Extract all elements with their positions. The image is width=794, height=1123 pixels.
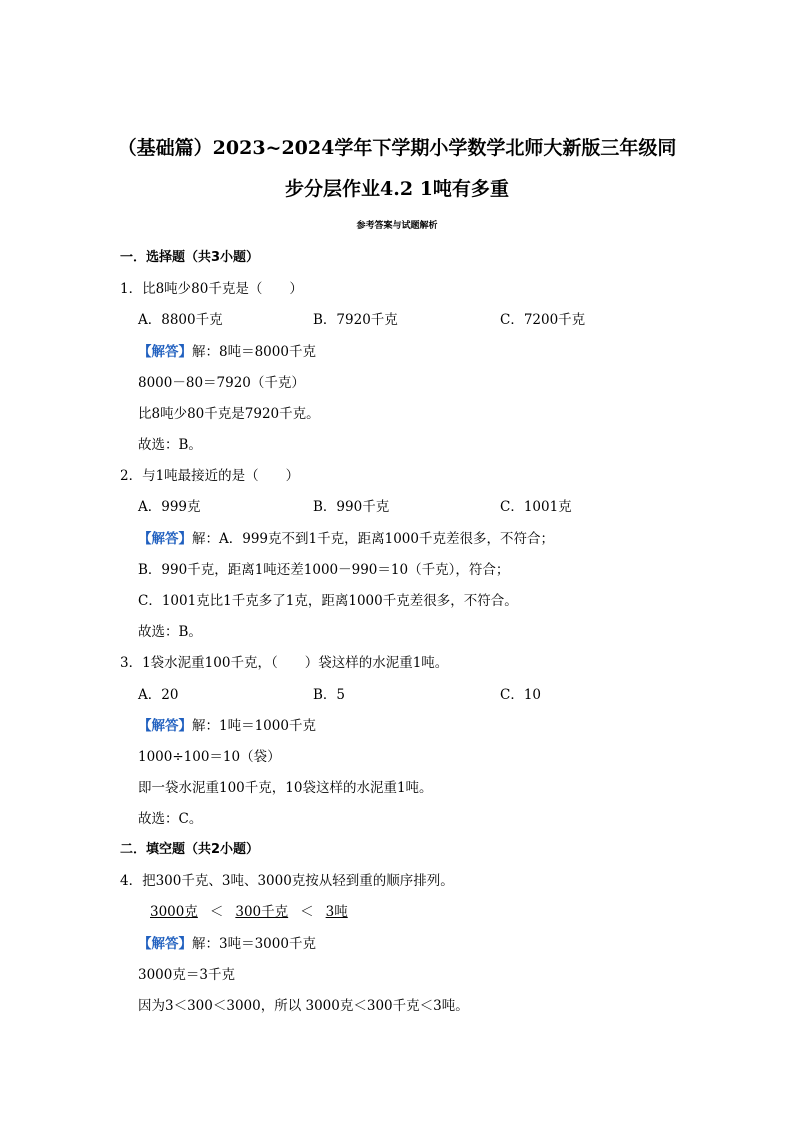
question-2-option-c: C．1001克 [500,499,572,515]
question-1-stem: 1．比8吨少80千克是（ ） [120,281,303,297]
less-than-sign: ＜ [300,904,314,920]
question-1-answer-line-4: 故选：B。 [138,437,202,453]
question-2-answer-line-3: C．1001克比1千克多了1克，距离1000千克差很多，不符合。 [138,593,518,609]
question-3-option-b: B．5 [313,687,346,703]
answer-tag: 【解答】 [138,344,192,360]
question-1-option-c: C．7200千克 [500,312,586,328]
question-3-answer-line-1 [138,717,316,735]
question-3-option-a: A．20 [138,687,179,703]
question-3-stem: 3．1袋水泥重100千克，（ ）袋这样的水泥重1吨。 [120,655,449,671]
question-2-answer-line-2: B．990千克，距离1吨还差1000－990＝10（千克），符合； [138,562,510,578]
document-title-line1: （基础篇）2023~2024学年下学期小学数学北师大新版三年级同 [117,137,677,159]
answer-text: 解：1吨＝1000千克 [192,718,316,734]
answer-text: 解：A．999克不到1千克，距离1000千克差很多，不符合； [192,531,554,547]
question-4-answer-blanks [138,903,360,921]
question-2-option-a: A．999克 [138,499,201,515]
answer-text: 解：3吨＝3000千克 [192,936,316,952]
question-3-option-c: C．10 [500,687,542,703]
question-4-answer-line-3: 因为3＜300＜3000，所以 3000克＜300千克＜3吨。 [138,998,469,1014]
answer-blank-1: 3000克 [150,904,198,920]
question-2-stem: 2．与1吨最接近的是（ ） [120,468,300,484]
section-heading-fill-blank: 二．填空题（共2小题） [120,842,260,857]
answer-tag: 【解答】 [138,936,192,952]
answer-blank-2: 300千克 [235,904,289,920]
question-4-answer-line-1 [138,935,316,953]
question-2-answer-line-1 [138,530,554,548]
document-title-line2: 步分层作业4.2 1吨有多重 [285,178,509,200]
answer-text: 解：8吨＝8000千克 [192,344,316,360]
question-1-option-a: A．8800千克 [138,312,223,328]
question-2-answer-line-4: 故选：B。 [138,624,202,640]
question-3-answer-line-3: 即一袋水泥重100千克，10袋这样的水泥重1吨。 [138,780,433,796]
question-3-answer-line-2: 1000÷100＝10（袋） [138,749,281,765]
less-than-sign: ＜ [209,904,224,920]
answer-blank-3: 3吨 [325,904,348,920]
question-4-answer-line-2: 3000克＝3千克 [138,967,235,983]
question-3-answer-line-4: 故选：C。 [138,811,203,827]
section-heading-choice: 一．选择题（共3小题） [120,250,260,265]
question-4-stem: 4．把300千克、3吨、3000克按从轻到重的顺序排列。 [120,873,454,889]
answer-tag: 【解答】 [138,718,192,734]
question-1-answer-line-2: 8000－80＝7920（千克） [138,375,305,391]
question-2-option-b: B．990千克 [313,499,390,515]
question-1-answer-line-1 [138,343,316,361]
question-1-answer-line-3: 比8吨少80千克是7920千克。 [138,406,320,422]
question-1-option-b: B．7920千克 [313,312,398,328]
answer-tag: 【解答】 [138,531,192,547]
document-subtitle: 参考答案与试题解析 [356,221,438,231]
